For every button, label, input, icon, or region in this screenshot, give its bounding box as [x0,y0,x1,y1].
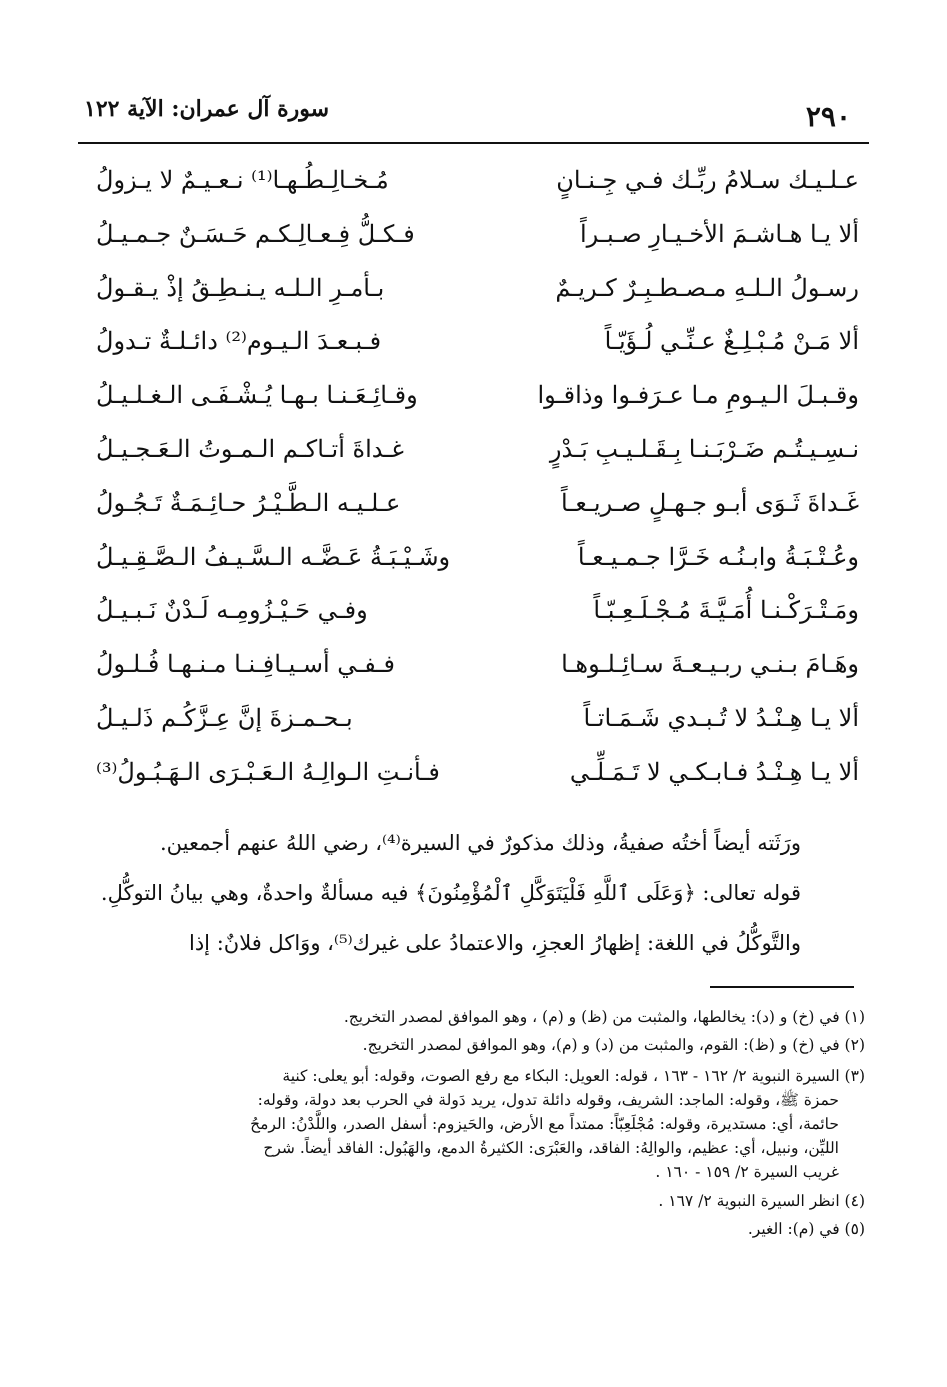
page-header [78,88,869,134]
footnote-line: حائمة، أي: مستديرة، وقوله: مُجْلَعِبّاً: ممتداً مع الأرض، والحَيزوم: أسفل الصدر، واللَّدْنُ: الرمحُ [250,1115,839,1133]
first-hemistich: وعُـتْـبَـةُ وابـنُـه خَـرَّا جـمـيـعـاً [577,542,859,571]
paragraph: والتَّوكُّلُ في اللغة: إظهارُ العجزِ، والاعتمادُ على غيرك⁽⁵⁾، ووَاكل فلانٌ: إذا [189,931,801,955]
page-number: ٢٩٠ [805,100,851,133]
second-hemistich: بـحـمـزةَ إنَّ عِـزَّكُـم ذَلـيـلُ [96,703,353,732]
verse-12 [78,752,869,806]
second-hemistich: فـبـعـدَ الـيـوم⁽²⁾ دائـلـةٌ تـدولُ [96,327,382,356]
second-hemistich: مُـخـالِـطُـهـا⁽¹⁾ نـعـيـمٌ لا يـزولُ [96,166,389,194]
footnote-line: حمزة ﷺ، وقوله: الماجد: الشريف، وقوله دائلة تدول، يريد دَولة في الحرب بعد دولة، وقوله: [257,1091,839,1109]
first-hemistich: ألا مَـنْ مُـبْـلِـغٌ عـنِّـي لُـؤَيّـاً [604,327,859,356]
header-rule [78,142,869,144]
running-title: سورة آل عمران: الآية ١٢٢ [84,96,330,122]
verse-6 [78,429,869,483]
second-hemistich: عـلـيـه الـطَّـيْـرُ حـائِـمَـةٌ تَـجُـولُ [96,488,401,517]
footnote-3 [82,1064,865,1184]
first-hemistich: عـلـيـك سـلامُ ربِّـك فـي جِـنـانٍ [556,166,859,194]
footnote-2: (٢) في (خ) و (ظ): القوم، والمثبت من (د) و (م)، وهو الموافق لمصدر التخريج. [362,1036,865,1054]
second-hemistich: وشَـيْـبَـةُ عَـضَّـه الـسَّـيـفُ الـصَّـقِـيـلُ [96,542,451,571]
verse-1 [78,160,869,214]
verse-2 [78,214,869,268]
verse-5 [78,375,869,429]
first-hemistich: ألا يـا هـاشـمَ الأخـيـارِ صـبـراً [580,219,859,248]
paragraph: قوله تعالى: ﴿وَعَلَى ٱللَّهِ فَلْيَتَوَكَّلِ ٱلْمُؤْمِنُونَ﴾ فيه مسألةٌ واحدةٌ، وهي بيانُ التوكُّلِ. [100,881,801,905]
first-hemistich: ومَـتْـرَكْـنـا أُمَـيَّـةَ مُـجْـلَـعِـبّـاً [593,596,859,625]
first-hemistich: رسـولُ الـلـهِ مـصـطـبِـرٌ كـريـمٌ [555,273,859,302]
first-hemistich: ألا يـا هِـنْـدُ لا تُـبـدي شَـمَـاتـاً [583,703,859,732]
footnote-line: غريب السيرة ٢/ ١٥٩ - ١٦٠ . [655,1163,839,1181]
verse-10 [78,644,869,698]
verse-4 [78,321,869,375]
second-hemistich: بـأمـرِ الـلـه يـنـطِـقُ إذْ يـقـولُ [96,273,385,302]
second-hemistich: وقـائِـعَـنـا بـهـا يُـشْـفَـى الـغـلـيـلُ [96,381,418,410]
footnote-separator [710,986,854,988]
footnotes [82,1008,865,1248]
second-hemistich: غـداةَ أتـاكـم الـمـوتُ الـعَـجـيـلُ [96,434,404,463]
verse-9 [78,590,869,644]
verse-8 [78,537,869,591]
second-hemistich: وفـي حَـيْـزُومِـه لَـدْنٌ نَـبـيـلُ [96,596,368,625]
commentary-text [90,818,859,968]
footnote-line: (٣) السيرة النبوية ٢/ ١٦٢ - ١٦٣ ، قوله: العويل: البكاء مع رفع الصوت، وقوله: أبو يعلى: كنية [282,1067,865,1085]
footnote-line: الليِّن، ونبيل، أي: عظيم، والوالِهُ: الفاقد، والعَبْرَى: الكثيرةُ الدمع، والهَبُول: الفاقد أيضاً. شرح [263,1139,839,1157]
first-hemistich: نـسِـيـتُـم ضَـرْبَـنـا بِـقَـلـيـبِ بَـدْرٍ [549,434,859,463]
second-hemistich: فـكـلُّ فِـعـالِـكـم حَـسَـنٌ جـمـيـلُ [96,219,415,248]
first-hemistich: وهَـامَ بـنـي ربـيـعـةَ سـائِـلـوهـا [561,650,859,679]
footnote-5: (٥) في (م): الغير. [747,1220,865,1238]
second-hemistich: فـأنـتِ الـوالِـهُ الـعَـبْـرَى الـهَـبُـولُ⁽³⁾ [96,757,440,786]
footnote-1: (١) في (خ) و (د): يخالطها، والمثبت من (ظ) و (م) ، وهو الموافق لمصدر التخريج. [343,1008,865,1026]
verse-3 [78,268,869,322]
paragraph: ورَثَته أيضاً أختُه صفيةُ، وذلك مذكورٌ في السيرة⁽⁴⁾، رضي اللهُ عنهم أجمعين. [159,831,801,855]
poem [78,160,869,806]
first-hemistich: غَـداةَ ثَـوَى أبـو جـهـلٍ صـريـعـاً [560,488,859,517]
footnote-4: (٤) انظر السيرة النبوية ٢/ ١٦٧ . [658,1192,865,1210]
verse-11 [78,698,869,752]
first-hemistich: وقـبـلَ الـيـومِ مـا عـرَفـوا وذاقـوا [537,381,859,410]
second-hemistich: فـفـي أسـيـافِـنـا مـنـهـا فُـلـولُ [96,650,395,679]
verse-7 [78,483,869,537]
first-hemistich: ألا يـا هِـنْـدُ فـابـكـي لا تَـمَـلِّـي [569,757,859,786]
